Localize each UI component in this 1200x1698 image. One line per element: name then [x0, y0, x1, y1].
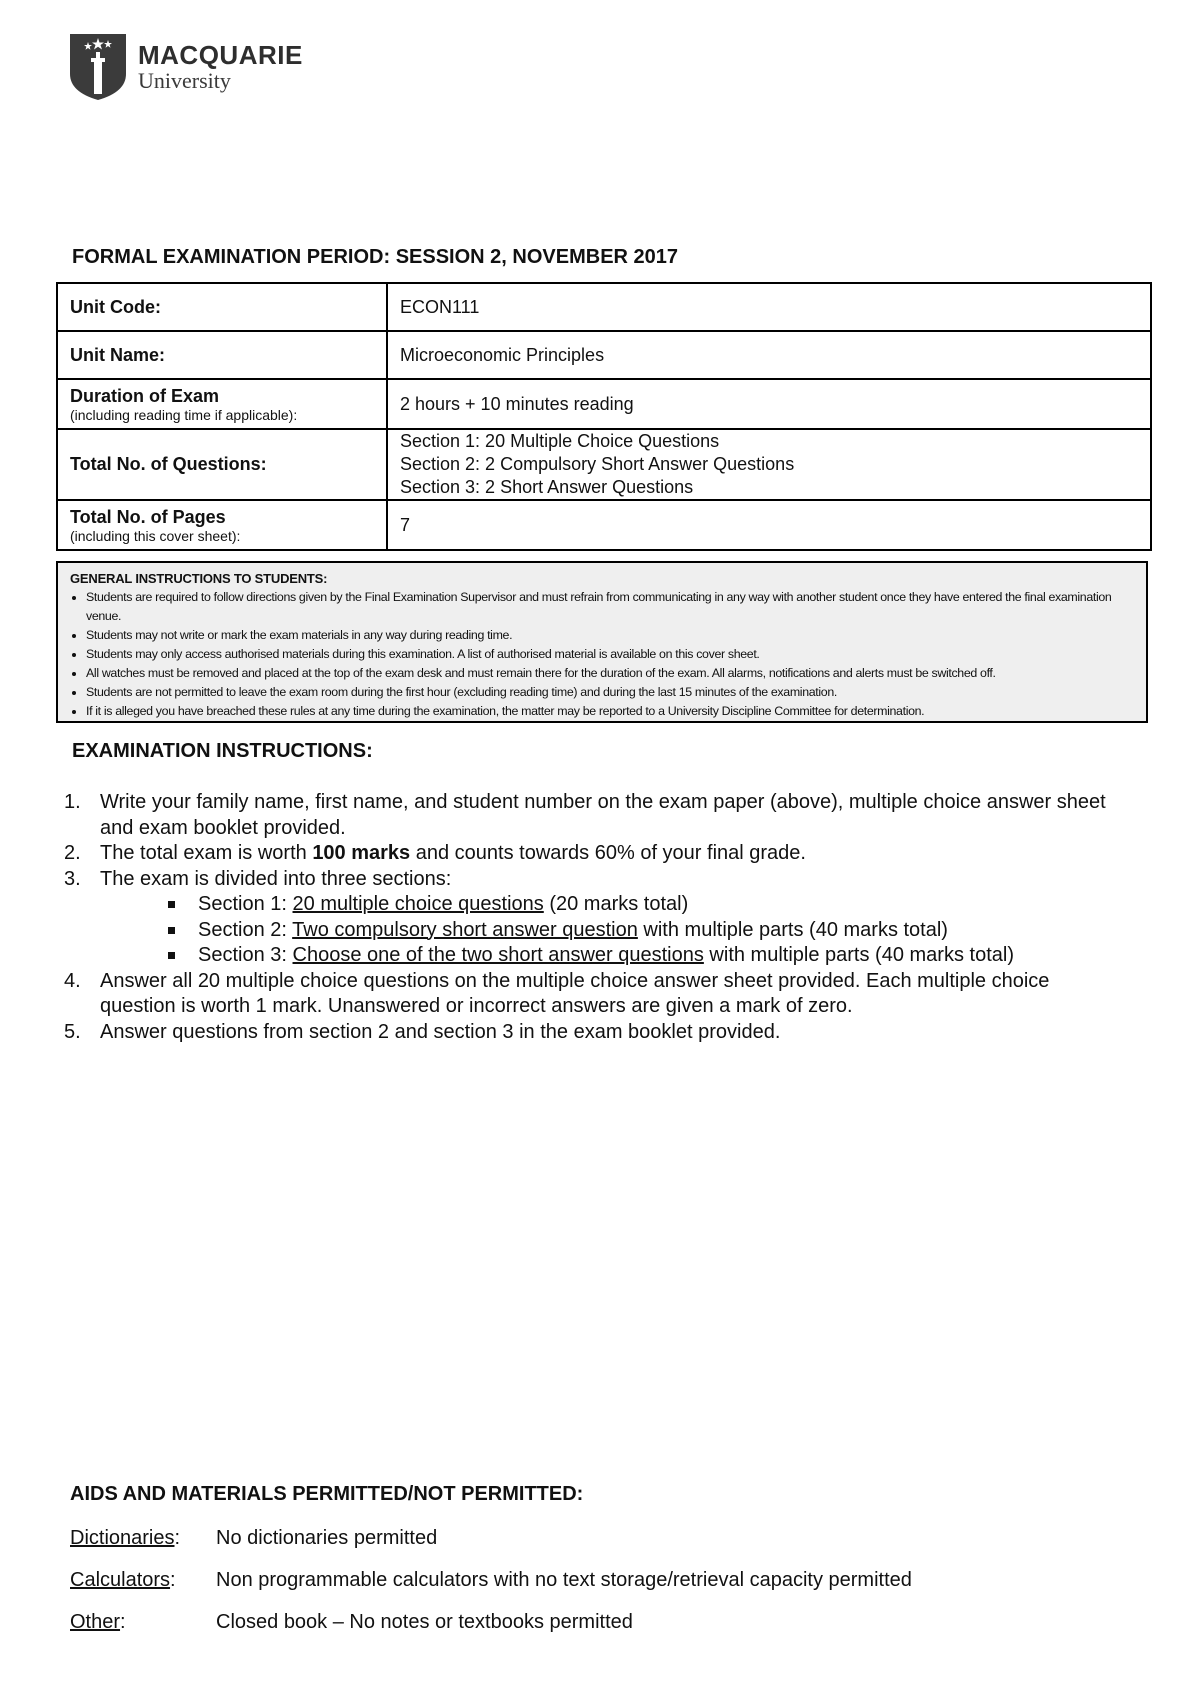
square-bullet-icon — [168, 927, 175, 934]
general-instruction-item: • If it is alleged you have breached these rules at any time during the examination, the matter may be reported to a University Discipline Committee for determination. — [86, 702, 1136, 721]
item-text-post: and counts towards 60% of your final grade. — [410, 842, 806, 864]
square-bullet-icon — [168, 952, 175, 959]
duration-sublabel: (including reading time if applicable): — [70, 406, 298, 423]
questions-value-cell — [387, 429, 1151, 500]
section-item — [156, 943, 1110, 969]
section-underlined: Choose one of the two short answer questions — [292, 944, 704, 966]
exam-instruction-item — [60, 867, 1110, 969]
section-prefix: Section 2: — [198, 918, 293, 941]
exam-instruction-item — [60, 1020, 1110, 1046]
item-text: Write your family name, first name, and student number on the exam paper (above), multiple choice answer sheet and exam booklet provided. — [100, 791, 1106, 839]
examination-instructions-list — [60, 790, 1110, 1045]
pages-value: 7 — [387, 500, 1151, 550]
section-prefix: Section 3: — [198, 944, 293, 966]
questions-section-2: Section 2: 2 Compulsory Short Answer Questions — [400, 454, 795, 474]
exam-period-heading: FORMAL EXAMINATION PERIOD: SESSION 2, NOVEMBER 2017 — [72, 246, 679, 268]
item-number: 1. — [64, 791, 81, 813]
item-text: The exam is divided into three sections: — [100, 867, 452, 890]
aid-label: Dictionaries — [70, 1527, 175, 1549]
exam-instruction-item — [60, 969, 1110, 1020]
aid-label-wrap: Dictionaries: — [70, 1527, 181, 1549]
general-instruction-item: • Students are required to follow directions given by the Final Examination Supervisor and must refrain from communicating in any way with another student once they have entered the final examination venue. — [86, 588, 1136, 626]
item-number: 5. — [64, 1020, 81, 1043]
aid-label: Other — [70, 1611, 121, 1633]
general-instructions-title: GENERAL INSTRUCTIONS TO STUDENTS: — [70, 571, 328, 586]
item-text: Answer questions from section 2 and section 3 in the exam booklet provided. — [100, 1020, 781, 1043]
exam-instruction-item — [60, 790, 1110, 841]
aids-materials-title: AIDS AND MATERIALS PERMITTED/NOT PERMITTED: — [70, 1483, 584, 1505]
aid-label-wrap: Calculators: — [70, 1569, 176, 1591]
aid-value: Non programmable calculators with no text storage/retrieval capacity permitted — [216, 1569, 912, 1591]
item-text-bold: 100 marks — [312, 842, 411, 864]
duration-row — [57, 379, 1151, 429]
logo-line-1: MACQUARIE — [138, 40, 303, 70]
section-underlined: 20 multiple choice questions — [292, 893, 544, 915]
questions-section-3: Section 3: 2 Short Answer Questions — [400, 477, 694, 497]
general-instructions-box — [56, 561, 1148, 723]
item-number: 3. — [64, 867, 81, 890]
logo-line-2: University — [138, 68, 231, 93]
unit-code-row — [57, 283, 1151, 331]
section-suffix: with multiple parts (40 marks total) — [637, 918, 948, 941]
general-instruction-item: • Students may only access authorised materials during this examination. A list of authorised material is available on this cover sheet. — [86, 645, 1136, 664]
unit-code-label: Unit Code: — [57, 283, 387, 331]
square-bullet-icon — [168, 901, 175, 908]
section-underlined: Two compulsory short answer question — [292, 918, 638, 941]
aid-label-wrap: Other: — [70, 1611, 126, 1633]
questions-label: Total No. of Questions: — [57, 429, 387, 500]
exam-instruction-item — [60, 841, 1110, 867]
examination-instructions-title: EXAMINATION INSTRUCTIONS: — [72, 740, 373, 762]
section-item — [156, 892, 1110, 918]
duration-value: 2 hours + 10 minutes reading — [387, 379, 1151, 429]
shield-icon — [70, 34, 126, 100]
university-logo — [70, 34, 303, 100]
unit-name-row — [57, 331, 1151, 379]
item-text: Answer all 20 multiple choice questions on the multiple choice answer sheet provided. Each multiple choice question is worth 1 mark. Unanswered or incorrect answers are given a mark of zero. — [100, 969, 1050, 1017]
general-instruction-item: • Students may not write or mark the exam materials in any way during reading time. — [86, 626, 1136, 645]
aid-value: Closed book – No notes or textbooks permitted — [216, 1611, 633, 1633]
questions-section-1: Section 1: 20 Multiple Choice Questions — [400, 431, 720, 451]
general-instruction-item: • Students are not permitted to leave the exam room during the first hour (excluding reading time) and during the last 15 minutes of the examination. — [86, 683, 1136, 702]
unit-name-value: Microeconomic Principles — [387, 331, 1151, 379]
unit-code-value: ECON111 — [387, 283, 1151, 331]
questions-row — [57, 429, 1151, 500]
pages-row — [57, 500, 1151, 550]
item-number: 2. — [64, 842, 81, 864]
section-suffix: (20 marks total) — [543, 893, 689, 915]
sections-sublist — [100, 892, 1110, 969]
general-instructions-list — [70, 588, 1136, 721]
pages-label-cell — [57, 500, 387, 550]
section-prefix: Section 1: — [198, 893, 293, 915]
pages-label: Total No. of Pages — [70, 506, 226, 527]
exam-details-table — [56, 282, 1152, 551]
item-number: 4. — [64, 969, 81, 992]
general-instruction-item: • All watches must be removed and placed at the top of the exam desk and must remain there for the duration of the exam. All alarms, notifications and alerts must be switched off. — [86, 664, 1136, 683]
unit-name-label: Unit Name: — [57, 331, 387, 379]
aid-value: No dictionaries permitted — [216, 1527, 438, 1549]
section-item — [156, 918, 1110, 944]
aid-label: Calculators — [70, 1569, 171, 1591]
section-suffix: with multiple parts (40 marks total) — [703, 944, 1014, 966]
duration-label: Duration of Exam — [70, 385, 220, 406]
pages-sublabel: (including this cover sheet): — [70, 527, 241, 544]
duration-label-cell — [57, 379, 387, 429]
item-text-pre: The total exam is worth — [100, 842, 313, 864]
